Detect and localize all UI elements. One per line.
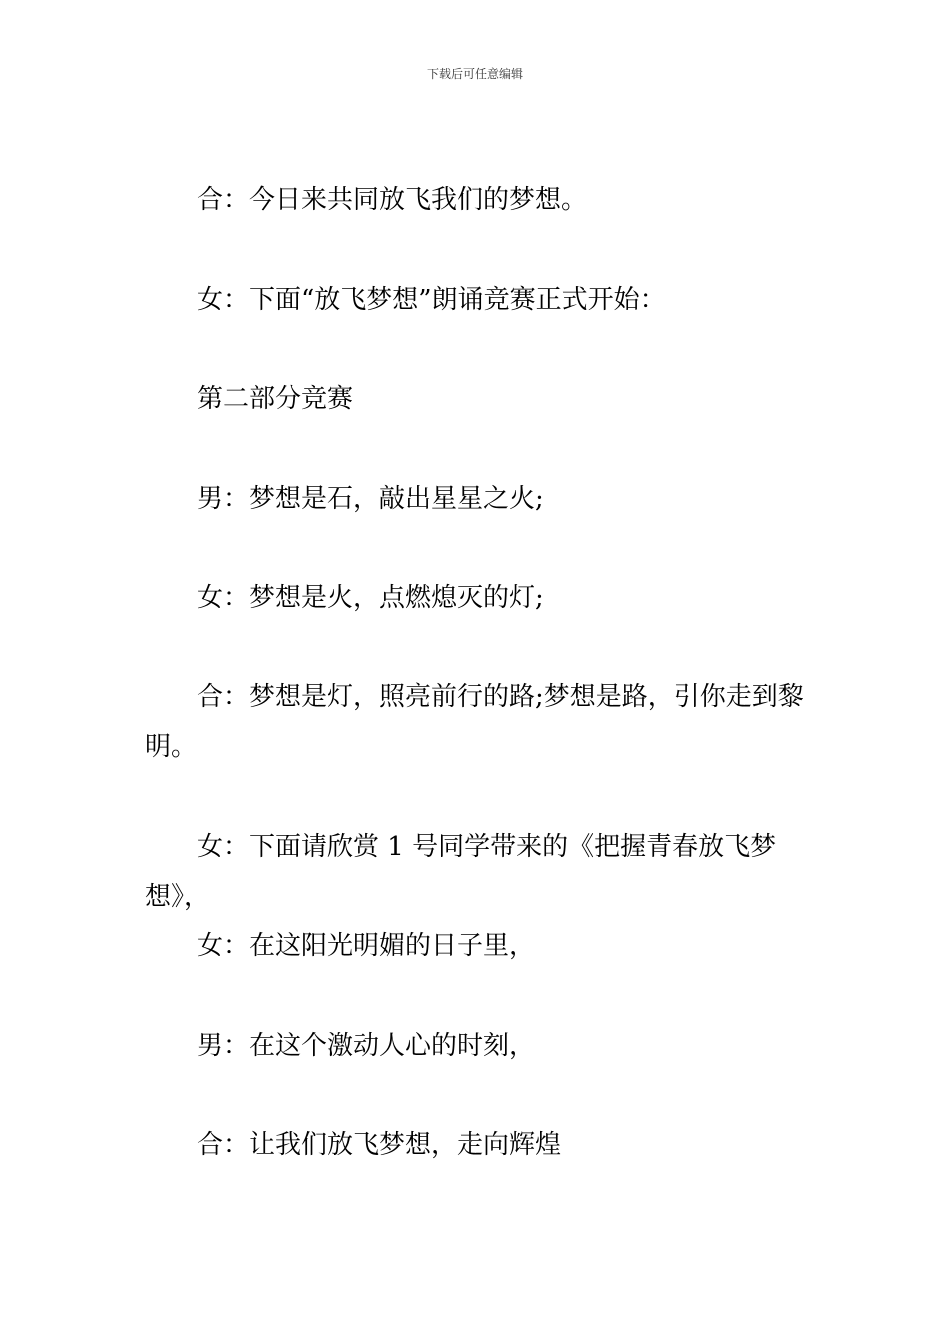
paragraph-5: 合：梦想是灯，照亮前行的路;梦想是路，引你走到黎明。 [145,682,804,762]
section-heading: 第二部分竞赛 [197,384,354,414]
paragraph-2: 女：下面“放飞梦想”朗诵竞赛正式开始： [197,285,666,315]
paragraph-3: 男：梦想是石，敲出星星之火; [197,484,544,514]
paragraph-6: 女：下面请欣赏 1 号同学带来的《把握青春放飞梦想》， [145,832,777,912]
paragraph-7: 女：在这阳光明媚的日子里， [197,931,536,961]
paragraph-9: 合：让我们放飞梦想，走向辉煌 [197,1130,562,1160]
paragraph-8: 男：在这个激动人心的时刻， [197,1031,536,1061]
page-header: 下载后可任意编辑 [426,67,523,81]
paragraph-4: 女：梦想是火，点燃熄灭的灯; [197,583,544,613]
paragraph-1: 合：今日来共同放飞我们的梦想。 [197,185,588,215]
